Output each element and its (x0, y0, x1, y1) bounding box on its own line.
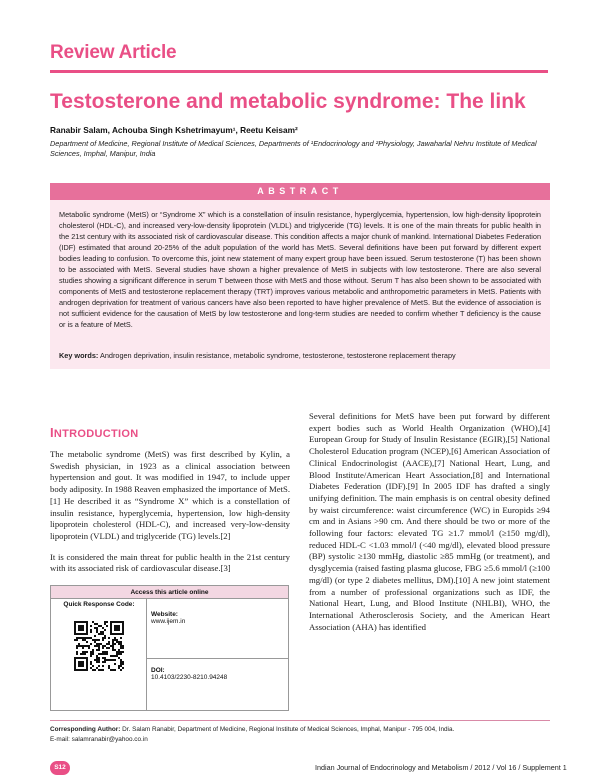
section-tag: Review Article (50, 42, 177, 63)
keywords-list: Androgen deprivation, insulin resistance, metabolic syndrome, testosterone, testosterone replacement therapy (99, 351, 456, 360)
left-column (50, 449, 290, 584)
intro-paragraph-1: The metabolic syndrome (MetS) was first described by Kylin, a Swedish physician, in 1923 as a clinical association between hypertension and gout. It was modified in 1947, to include upper body adiposity. In 1988 Reaven emphasized the importance of MetS.[1] He described it as “Syndrome X” which is a constellation of insulin resistance, hyperglycemia, hypertension, low high-density lipoprotein cholesterol (HDL-C), and increased very-low-density lipoprotein (VLDL) and triglyceride (TG) levels.[2] (50, 449, 290, 541)
introduction-heading (50, 425, 139, 440)
corresponding-author (50, 725, 550, 735)
qr-panel (51, 599, 147, 710)
page-number: S12 (50, 761, 70, 775)
access-box (50, 585, 289, 711)
doi-row (151, 667, 286, 681)
website-link[interactable]: www.ijem.in (151, 618, 186, 625)
correspondence (50, 720, 550, 744)
doi-label: DOI: (151, 667, 165, 674)
intro-heading-cap: I (50, 425, 54, 440)
qr-code-icon[interactable] (74, 621, 124, 671)
abstract-text: Metabolic syndrome (MetS) or “Syndrome X” which is a constellation of insulin resistance, hyperglycemia, hypertension, low high-density lipoprotein cholesterol (HDL-C), and increased very-low-density lipoprotein (VLDL) and triglyceride (TG) levels. It is one of the main threats for public health in the 21st century with its associated risk of cardiovascular disease. This condition affects a major chunk of mankind. International Diabetes Federation (IDF) estimated that around 20-25% of the adult population of the world has MetS. Several definitions have been put forward by different expert bodies leading to confusion. To overcome this, joint new statement of many expert group have been issued. Serum testosterone (T) has been shown to be associated with MetS. Several studies have shown a higher prevalence of MetS in subjects with low testosterone. There are also several studies showing a significant difference in serum T between those with MetS and those without. Serum T has also been shown to be associated with components of MetS and testosterone replacement therapy (TRT) improves various metabolic and anthropometric parameters in MetS. Patients with androgen deprivation for treatment of various cancers have also been reported to have higher prevalence of MetS. But the evidence of association is not sufficient evidence for the causation of MetS by low testosterone and long-term studies are needed to confirm whether T deficiency is the cause or is a feature of MetS. (59, 210, 541, 329)
website-label: Website: (151, 611, 178, 618)
right-column-text: Several definitions for MetS have been put forward by different expert bodies such as World Health Organization (WHO),[4] European Group for Study of Insulin Resistance (EGIR),[5] National Cholesterol Education program (NCEP),[6] American Association of Clinical Endocrinologist (AACE),[7] National Heart, Lung, and Blood Institute/American Heart Association,[8] and International Diabetes Federation (IDF).[9] In 2005 IDF has drafted a singly unifying definition. The main emphasis is on central obesity defined by waist circumference: waist circumference (WC) in Europids ≥94 cm and in Asians >90 cm. And there should be two or more of the following four factors: elevated TG ≥1.7 mmol/l (≥150 mg/dl), reduced HDL-C <1.03 mmol/l (<40 mg/dl), elevated blood pressure (BP) systolic ≥130 mmHg, diastolic ≥85 mmHg (or treatment), and dysglycemia (raised fasting plasma glucose, FBG ≥5.6 mmol/l (≥100 mg/dl) (or type 2 diabetes mellitus, DM).[10] A new joint statement from a number of professional organizations such as IDF, the National Heart, Lung, and Blood Institute (NHLBI), WHO, the International Atherosclerosis Society, and the American Heart Association (AHA) has identified (309, 411, 550, 632)
article-title: Testosterone and metabolic syndrome: The link (50, 90, 526, 113)
abstract-box (50, 183, 550, 369)
doi-value[interactable]: 10.4103/2230-8210.94248 (151, 674, 228, 681)
right-column (309, 411, 550, 642)
keywords-label: Key words: (59, 351, 99, 360)
affiliation: Department of Medicine, Regional Institute of Medical Sciences, Departments of ¹Endocrinology and ²Physiology, Jawaharlal Nehru Institute of Medical Sciences, Imphal, Manipur, India (50, 139, 537, 159)
authors: Ranabir Salam, Achouba Singh Kshetrimayum¹, Reetu Keisam² (50, 125, 298, 135)
website-row (151, 611, 286, 625)
section-rule (50, 70, 548, 73)
qr-label: Quick Response Code: (63, 601, 135, 608)
intro-heading-rest: NTRODUCTION (53, 428, 139, 440)
access-title: Access this article online (51, 586, 288, 599)
journal-footer: Indian Journal of Endocrinology and Metabolism / 2012 / Vol 16 / Supplement 1 (315, 763, 567, 772)
corresponding-email[interactable]: E-mail: salamranabir@yahoo.co.in (50, 735, 148, 743)
abstract-heading: ABSTRACT (50, 183, 550, 200)
corresponding-text: Dr. Salam Ranabir, Department of Medicine, Regional Institute of Medical Sciences, Imphal, Manipur - 795 004, India. (120, 726, 455, 733)
access-info (151, 599, 286, 710)
corresponding-label: Corresponding Author: (50, 726, 121, 733)
intro-paragraph-2: It is considered the main threat for public health in the 21st century with its associated risk of cardiovascular disease.[3] (50, 551, 290, 574)
keywords (59, 351, 541, 360)
